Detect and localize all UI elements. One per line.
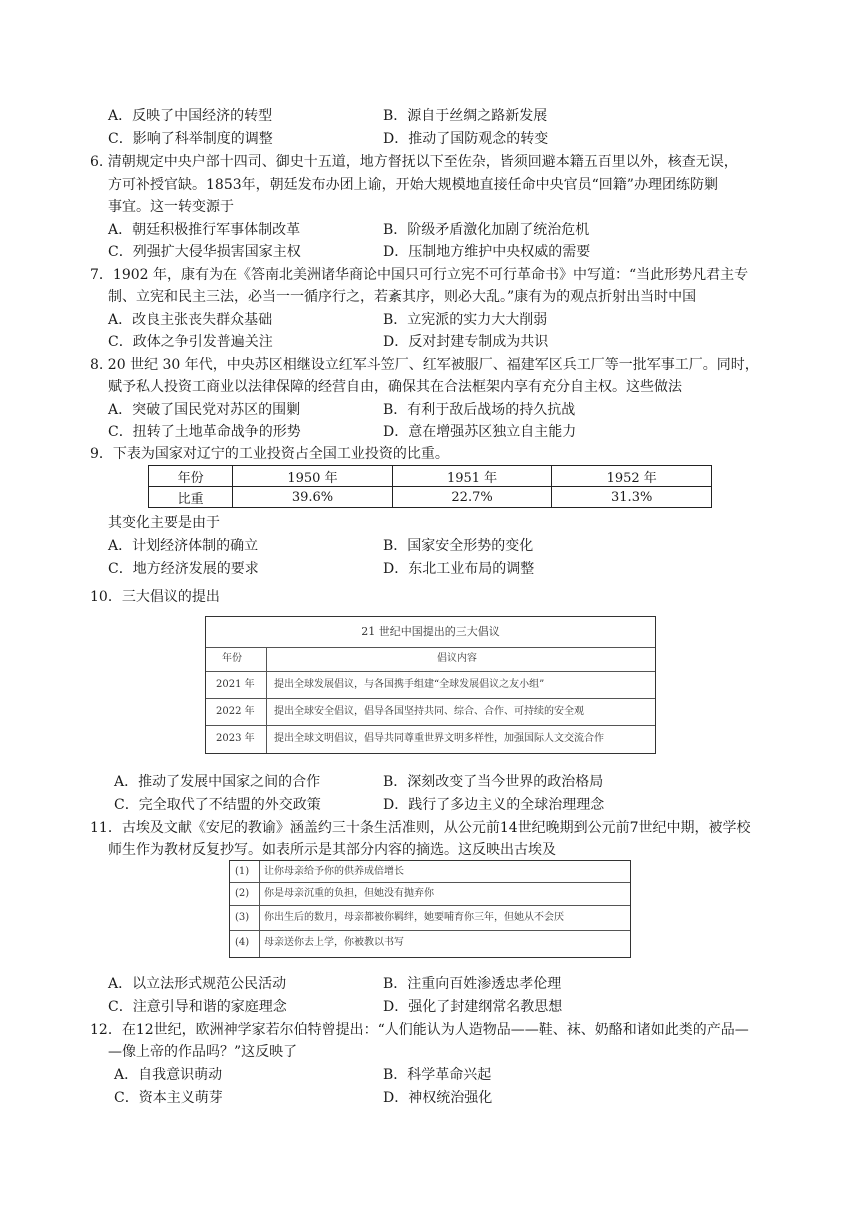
q11-stem-line1: 11．古埃及文献《安尼的教谕》涵盖约三十条生活准则，从公元前14世纪晚期到公元前7世纪中期，被学校 bbox=[90, 820, 751, 836]
q8-stem-line1: 8. 20 世纪 30 年代，中央苏区相继设立红军斗笠厂、红军被服厂、福建军区兵工厂等一批军事工厂。同时， bbox=[90, 357, 759, 373]
q11-figure-row-num: (2) bbox=[235, 888, 250, 899]
q9-stem-line2: 其变化主要是由于 bbox=[108, 515, 220, 531]
q9-option-a: A．计划经济体制的确立 bbox=[108, 538, 259, 554]
q7-option-d: D．反对封建专制成为共识 bbox=[383, 334, 549, 350]
q6-option-a: A．朝廷积极推行军事体制改革 bbox=[108, 222, 301, 238]
q9-table-year-1950: 1950 年 bbox=[233, 466, 393, 487]
q6-option-d: D．压制地方维护中央权威的需要 bbox=[383, 244, 591, 260]
q11-stem-line2: 师生作为教材反复抄写。如表所示是其部分内容的摘选。这反映出古埃及 bbox=[108, 842, 556, 858]
q11-figure-row-num: (4) bbox=[235, 937, 250, 948]
q10-option-c: C．完全取代了不结盟的外交政策 bbox=[114, 797, 321, 813]
q6-option-c: C．列强扩大侵华损害国家主权 bbox=[108, 244, 301, 260]
q5-option-a: A．反映了中国经济的转型 bbox=[108, 108, 273, 124]
q7-option-a: A．改良主张丧失群众基础 bbox=[108, 312, 273, 328]
q9-table-share-1951: 22.7% bbox=[392, 487, 552, 508]
q10-figure-row-content: 提出全球发展倡议，与各国携手组建“全球发展倡议之友小组” bbox=[274, 679, 545, 690]
q11-figure-row-text: 你出生后的数月，母亲都被你羁绊，她要哺育你三年，但她从不会厌 bbox=[264, 912, 564, 923]
q10-option-b: B．深刻改变了当今世界的政治格局 bbox=[383, 774, 604, 790]
q8-stem-line2: 赋予私人投资工商业以法律保障的经营自由，确保其在合法框架内享有充分自主权。这些做法 bbox=[108, 379, 682, 395]
q10-figure-divider bbox=[206, 698, 655, 699]
q12-option-d: D．神权统治强化 bbox=[383, 1090, 493, 1106]
q10-figure-divider bbox=[206, 647, 655, 648]
q11-figure-table bbox=[229, 860, 631, 958]
q10-figure-row-content: 提出全球安全倡议，倡导各国坚持共同、综合、合作、可持续的安全观 bbox=[274, 706, 584, 717]
q11-figure-row-text: 母亲送你去上学，你被教以书写 bbox=[264, 937, 404, 948]
q5-option-c: C．影响了科举制度的调整 bbox=[108, 131, 273, 147]
q6-stem-line1: 6. 清朝规定中央户部十四司、御史十五道，地方督抚以下至佐杂，皆须回避本籍五百里以外，核查无误， bbox=[90, 154, 738, 170]
q12-stem-line2: —像上帝的作品吗？”这反映了 bbox=[108, 1044, 298, 1060]
q9-table-year-1952: 1952 年 bbox=[552, 466, 712, 487]
q10-figure-row-content: 提出全球文明倡议，倡导共同尊重世界文明多样性，加强国际人文交流合作 bbox=[274, 733, 604, 744]
q6-option-b: B．阶级矛盾激化加剧了统治危机 bbox=[383, 222, 590, 238]
q11-figure-row-text: 你是母亲沉重的负担，但她没有抛弃你 bbox=[264, 888, 434, 899]
q8-option-d: D．意在增强苏区独立自主能力 bbox=[383, 424, 577, 440]
q10-figure-title: 21 世纪中国提出的三大倡议 bbox=[361, 625, 500, 638]
q10-figure-divider bbox=[206, 725, 655, 726]
q10-figure-col-year: 年份 bbox=[222, 653, 242, 664]
q7-stem-line2: 制、立宪和民主三法，必当一一循序行之，若紊其序，则必大乱。”康有为的观点折射出当时中国 bbox=[108, 289, 697, 305]
q7-option-c: C．政体之争引发普遍关注 bbox=[108, 334, 273, 350]
q11-figure-column-divider bbox=[259, 861, 260, 957]
q12-option-b: B．科学革命兴起 bbox=[383, 1067, 492, 1083]
q7-stem-line1: 7．1902 年，康有为在《答南北美洲诸华商论中国只可行立宪不可行革命书》中写道：“当此形势凡君主专 bbox=[90, 267, 749, 283]
q10-figure-column-divider bbox=[266, 647, 267, 753]
q12-option-a: A．自我意识萌动 bbox=[114, 1067, 223, 1083]
q7-option-b: B．立宪派的实力大大削弱 bbox=[383, 312, 548, 328]
q10-figure-row-year: 2023 年 bbox=[216, 733, 255, 744]
q9-table-year-1951: 1951 年 bbox=[392, 466, 552, 487]
q11-option-b: B．注重向百姓渗透忠孝伦理 bbox=[383, 976, 562, 992]
q5-option-b: B．源自于丝绸之路新发展 bbox=[383, 108, 548, 124]
q11-figure-divider bbox=[230, 930, 630, 931]
q11-option-a: A．以立法形式规范公民活动 bbox=[108, 976, 287, 992]
q11-option-c: C．注意引导和谐的家庭理念 bbox=[108, 999, 287, 1015]
q10-figure-row-year: 2021 年 bbox=[216, 679, 255, 690]
q12-option-c: C．资本主义萌芽 bbox=[114, 1090, 223, 1106]
q9-table-year-label: 年份 bbox=[149, 466, 233, 487]
q11-figure-row-text: 让你母亲给予你的供养成倍增长 bbox=[264, 866, 404, 877]
q10-stem-line1: 10．三大倡议的提出 bbox=[90, 589, 220, 605]
q9-option-c: C．地方经济发展的要求 bbox=[108, 561, 259, 577]
q11-figure-row-num: (3) bbox=[235, 912, 250, 923]
q10-figure-col-content: 倡议内容 bbox=[437, 653, 477, 664]
q9-table-share-1950: 39.6% bbox=[233, 487, 393, 508]
q5-option-d: D．推动了国防观念的转变 bbox=[383, 131, 549, 147]
q9-table bbox=[148, 465, 712, 508]
q11-figure-row-num: (1) bbox=[235, 866, 250, 877]
q8-option-a: A．突破了国民党对苏区的围剿 bbox=[108, 402, 301, 418]
q11-option-d: D．强化了封建纲常名教思想 bbox=[383, 999, 563, 1015]
q11-figure-divider bbox=[230, 882, 630, 883]
q8-option-c: C．扭转了土地革命战争的形势 bbox=[108, 424, 301, 440]
q11-figure-divider bbox=[230, 905, 630, 906]
q10-figure-divider bbox=[206, 671, 655, 672]
q10-option-a: A．推动了发展中国家之间的合作 bbox=[114, 774, 321, 790]
q6-stem-line2: 方可补授官缺。1853年，朝廷发布办团上谕，开始大规模地直接任命中央官员“回籍”办理团练防剿 bbox=[108, 177, 718, 193]
q10-option-d: D．践行了多边主义的全球治理理念 bbox=[383, 797, 605, 813]
q10-figure-table bbox=[205, 616, 656, 754]
q9-option-b: B．国家安全形势的变化 bbox=[383, 538, 534, 554]
q6-stem-line3: 事宜。这一转变源于 bbox=[108, 199, 234, 215]
q9-table-share-1952: 31.3% bbox=[552, 487, 712, 508]
q10-figure-row-year: 2022 年 bbox=[216, 706, 255, 717]
q9-option-d: D．东北工业布局的调整 bbox=[383, 561, 535, 577]
q12-stem-line1: 12．在12世纪，欧洲神学家若尔伯特曾提出：“人们能认为人造物品——鞋、袜、奶酪和诸如此类的产品— bbox=[90, 1022, 749, 1038]
q9-table-share-label: 比重 bbox=[149, 487, 233, 508]
q9-stem-line1: 9．下表为国家对辽宁的工业投资占全国工业投资的比重。 bbox=[90, 446, 449, 462]
q8-option-b: B．有利于敌后战场的持久抗战 bbox=[383, 402, 576, 418]
